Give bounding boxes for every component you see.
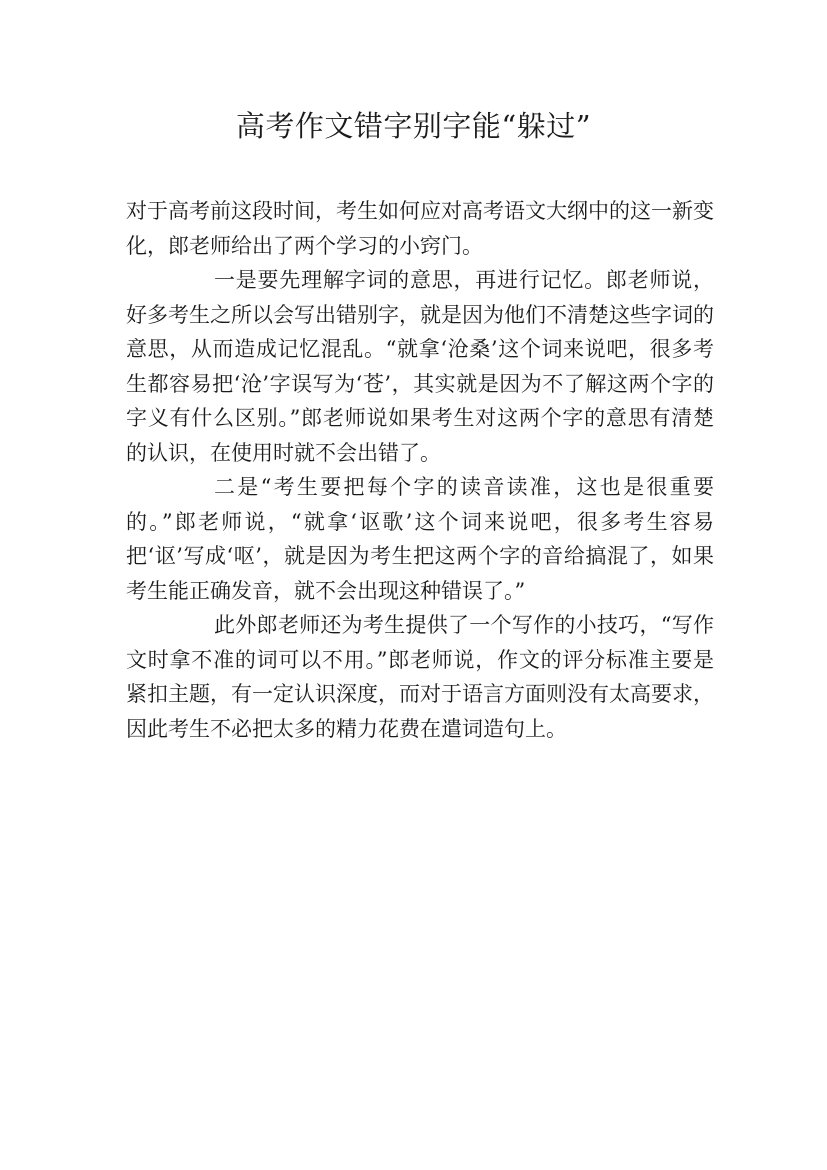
document-body [126, 194, 714, 746]
paragraph-tip: 此外郎老师还为考生提供了一个写作的小技巧，“写作文时拿不准的词可以不用。”郎老师说，作文的评分标准主要是紧扣主题，有一定认识深度，而对于语言方面则没有太高要求，因此考生不必把太多的精力花费在遣词造句上。 [126, 613, 714, 741]
paragraph-point-two: 二是“考生要把每个字的读音读准，这也是很重要的。”郎老师说，“就拿‘讴歌’这个词来说吧，很多考生容易把‘讴’写成‘呕’，就是因为考生把这两个字的音给搞混了，如果考生能正确发音，就不会出现这种错误了。” [126, 475, 714, 603]
paragraph-point-one: 一是要先理解字词的意思，再进行记忆。郎老师说，好多考生之所以会写出错别字，就是因为他们不清楚这些字词的意思，从而造成记忆混乱。“就拿‘沧桑’这个词来说吧，很多考生都容易把‘沧’字误写为‘苍’，其实就是因为不了解这两个字的字义有什么区别。”郎老师说如果考生对这两个字的意思有清楚的认识，在使用时就不会出错了。 [126, 268, 714, 465]
document-title: 高考作文错字别字能“躲过” [235, 109, 592, 143]
paragraph-intro: 对于高考前这段时间，考生如何应对高考语文大纲中的这一新变化，郎老师给出了两个学习的小窍门。 [126, 199, 714, 258]
